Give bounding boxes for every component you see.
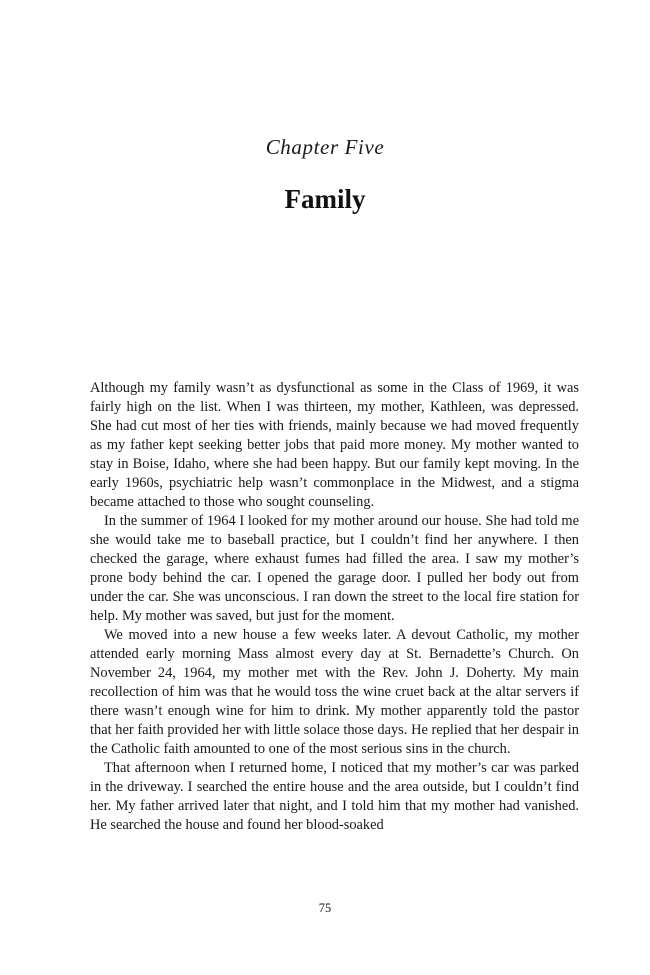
page-number: 75 — [318, 901, 332, 915]
paragraph: We moved into a new house a few weeks later. A devout Catholic, my mother attended early morning Mass almost every day at St. Bernadette’s Church. On November 24, 1964, my mother met with the Rev. John J. Doherty. My main recollection of him was that he would toss the wine cruet back at the altar servers if there wasn’t enough wine for him to drink. My mother apparently told the pastor that her faith provided her with little solace those days. He replied that her despair in the Catholic faith amounted to one of the most serious sins in the church. — [90, 627, 579, 757]
paragraph: That afternoon when I returned home, I noticed that my mother’s car was parked in the driveway. I searched the entire house and the area outside, but I couldn’t find her. My father arrived later that night, and I told him that my mother had vanished. He searched the house and found her blood-soaked — [90, 760, 579, 833]
paragraph: In the summer of 1964 I looked for my mother around our house. She had told me she would take me to baseball practice, but I couldn’t find her anywhere. I then checked the garage, where exhaust fumes had filled the area. I saw my mother’s prone body behind the car. I opened the garage door. I pulled her body out from under the car. She was unconscious. I ran down the street to the local fire station for help. My mother was saved, but just for the moment. — [90, 513, 579, 624]
paragraph: Although my family wasn’t as dysfunctional as some in the Class of 1969, it was fairly high on the list. When I was thirteen, my mother, Kathleen, was depressed. She had cut most of her ties with friends, mainly because we had moved frequently as my father kept seeking better jobs that paid more money. My mother wanted to stay in Boise, Idaho, where she had been happy. But our family kept moving. In the early 1960s, psychiatric help wasn’t commonplace in the Midwest, and a stigma became attached to those who sought counseling. — [90, 380, 579, 510]
chapter-title: Family — [284, 184, 366, 214]
chapter-label: Chapter Five — [265, 135, 385, 159]
chapter-body — [90, 379, 579, 835]
